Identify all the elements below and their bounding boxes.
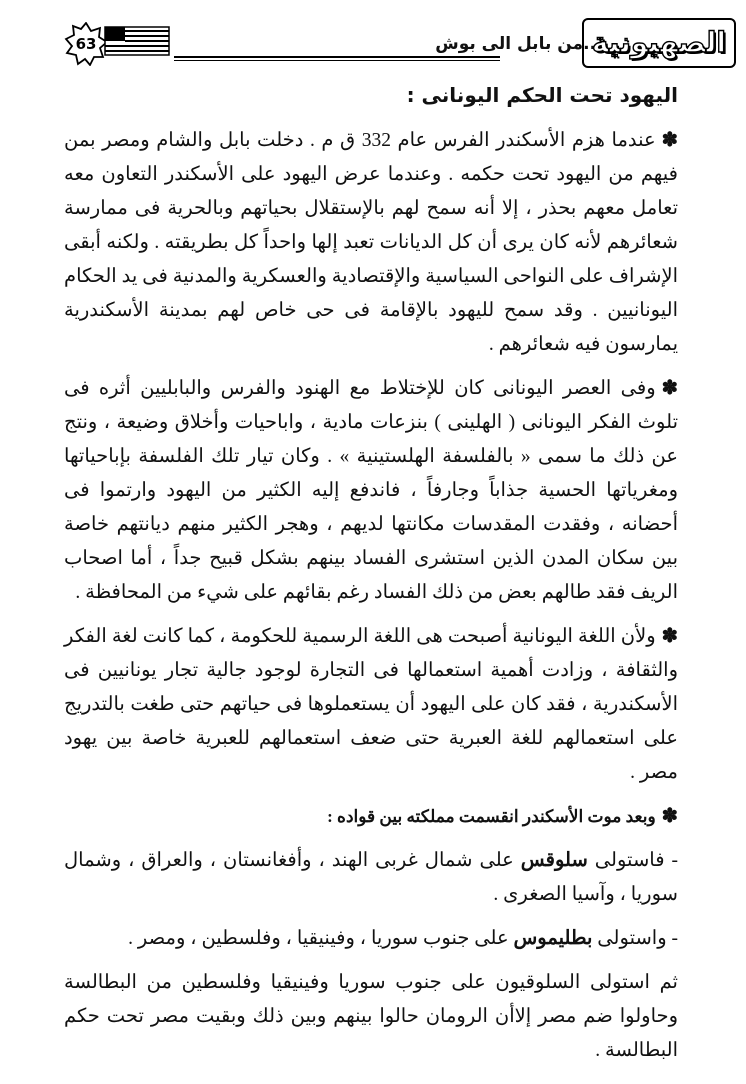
page-body	[64, 78, 678, 1078]
bullet-star-icon: ✽	[661, 626, 678, 647]
header-rule-thin	[174, 60, 500, 61]
list-item-prefix: - واستولى	[592, 928, 678, 949]
page-number: 63	[75, 35, 97, 53]
paragraph	[64, 372, 678, 610]
list-item-name: بطليموس	[513, 928, 593, 949]
page-number-badge	[64, 22, 108, 66]
paragraph-text: وبعد موت الأسكندر انقسمت مملكته بين قواده :	[327, 807, 656, 826]
paragraph	[64, 966, 678, 1068]
list-item	[64, 844, 678, 912]
list-item-prefix: - فاستولى	[587, 850, 678, 871]
paragraph-text: ثم استولى السلوقيون على جنوب سوريا وفينيقيا وفلسطين من البطالسة وحاولوا ضم مصر إلاأن الرومان حالوا بينهم وبين ذلك وبقيت مصر تحت حكم البطالسة .	[64, 972, 678, 1061]
list-item	[64, 922, 678, 956]
paragraph	[64, 124, 678, 362]
bullet-star-icon: ✽	[661, 378, 678, 399]
list-item-text: على شمال غربى الهند ، وأفغانستان ، والعراق ، وشمال سوريا ، وآسيا الصغرى .	[64, 850, 678, 905]
list-item-name: سلوقس	[520, 850, 588, 871]
paragraph	[64, 620, 678, 790]
section-heading: اليهود تحت الحكم اليونانى :	[406, 83, 678, 107]
list-item-text: على جنوب سوريا ، وفينيقيا ، وفلسطين ، ومصر .	[128, 928, 514, 949]
paragraph-text: وفى العصر اليونانى كان للإختلاط مع الهنود والفرس والبابليين أثره فى تلوث الفكر اليونانى ( الهلينى ) بنزعات مادية ، واباحيات وأخلاق وضيعة ، ونتج عن ذلك ما سمى « بالفلسفة الهلستينية » . وكان تيار تلك الفلسفة بإباحياتها ومغرياتها الحسية جذاباً وجارفاً ، فاندفع إليه الكثير من اليهود وارتموا فى أحضانه ، وفقدت المقدسات مكانتها لديهم ، وهجر الكثير منهم ديانتهم خاصة بين سكان المدن الذين استشرى الفساد بينهم بشكل قبيح جداً ، أما اصحاب الريف فقد طالهم بعض من ذلك الفساد رغم بقائهم على شيء من المحافظة .	[64, 378, 678, 603]
paragraph-text: ولأن اللغة اليونانية أصبحت هى اللغة الرسمية للحكومة ، كما كانت لغة الفكر والثقافة ، وزادت أهمية استعمالها فى التجارة لوجود جالية تجار يونانيين فى الأسكندرية ، فقد كان على اليهود أن يستعملوها فى حياتهم حتى طغت بالتدريج على استعمالهم للغة العبرية حتى ضعف استعمالهم للعبرية خاصة بين يهود مصر .	[64, 626, 678, 783]
header-rule	[174, 56, 500, 58]
header-subtitle: ..من بابل الى بوش	[435, 34, 596, 54]
bullet-star-icon: ✽	[661, 806, 678, 827]
paragraph	[64, 800, 678, 834]
book-title-logo: الصهيونية	[582, 18, 736, 68]
bullet-star-icon: ✽	[661, 130, 678, 151]
flag-icon	[104, 26, 170, 56]
page-header	[64, 12, 736, 68]
paragraph-text: عندما هزم الأسكندر الفرس عام 332 ق م . دخلت بابل والشام ومصر بمن فيهم من اليهود تحت حكمه . وعندما عرض اليهود على الأسكندر التعاون معه تعامل معهم بحذر ، إلا أنه سمح لهم بالإستقلال بحياتهم وبالحرية فى ممارسة شعائرهم لأنه كان يرى أن كل الديانات تعبد إلها واحداً كل بطريقته . ولكنه أبقى الإشراف على النواحى السياسية والإقتصادية والعسكرية والمدنية فى يد الحكام اليونانيين . وقد سمح لليهود بالإقامة فى حى خاص لهم بمدينة الأسكندرية يمارسون فيه شعائرهم .	[64, 130, 678, 355]
